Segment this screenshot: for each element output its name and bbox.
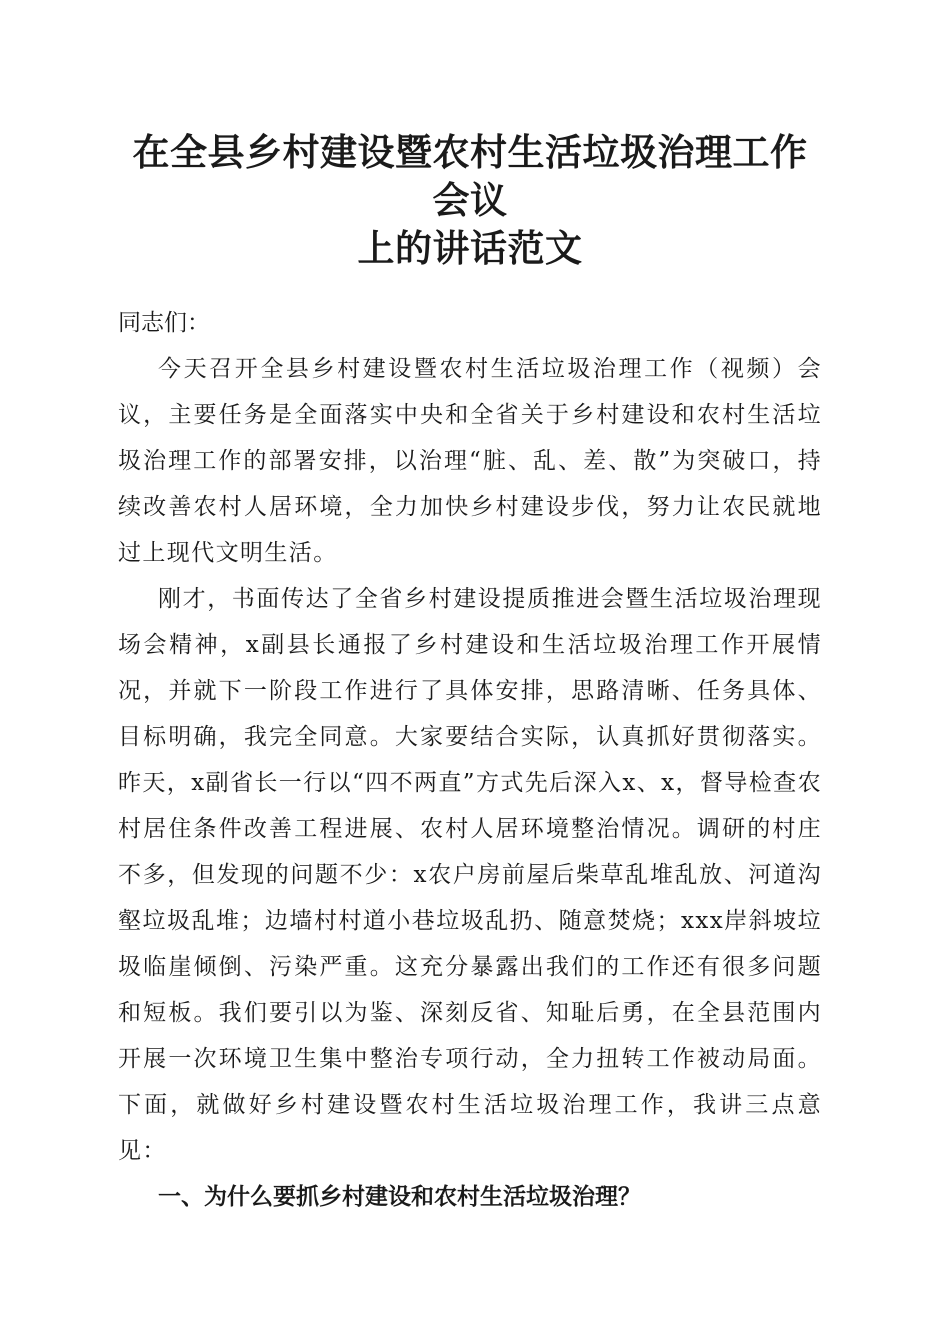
document-page [118, 128, 822, 1220]
title-line-1: 在全县乡村建设暨农村生活垃圾治理工作会议 [132, 130, 808, 222]
document-title [118, 128, 822, 272]
salutation: 同志们： [118, 310, 210, 336]
paragraph-2: 刚才，书面传达了全省乡村建设提质推进会暨生活垃圾治理现场会精神，x副县长通报了乡村建设和生活垃圾治理工作开展情况，并就下一阶段工作进行了具体安排，思路清晰、任务具体、目标明确，我完全同意。大家要结合实际，认真抓好贯彻落实。昨天，x副省长一行以“四不两直”方式先后深入x、x，督导检查农村居住条件改善工程进展、农村人居环境整治情况。调研的村庄不多，但发现的问题不少：x农户房前屋后柴草乱堆乱放、河道沟壑垃圾乱堆；边墙村村道小巷垃圾乱扔、随意焚烧；xxx岸斜坡垃圾临崖倾倒、污染严重。这充分暴露出我们的工作还有很多问题和短板。我们要引以为鉴、深刻反省、知耻后勇，在全县范围内开展一次环境卫生集中整治专项行动，全力扭转工作被动局面。下面，就做好乡村建设暨农村生活垃圾治理工作，我讲三点意见： [118, 586, 822, 1164]
title-line-2: 上的讲话范文 [357, 226, 583, 270]
paragraph-1: 今天召开全县乡村建设暨农村生活垃圾治理工作（视频）会议，主要任务是全面落实中央和全省关于乡村建设和农村生活垃圾治理工作的部署安排，以治理“脏、乱、差、散”为突破口，持续改善农村人居环境，全力加快乡村建设步伐，努力让农民就地过上现代文明生活。 [118, 356, 822, 566]
section-heading-1: 一、为什么要抓乡村建设和农村生活垃圾治理？ [158, 1184, 641, 1210]
